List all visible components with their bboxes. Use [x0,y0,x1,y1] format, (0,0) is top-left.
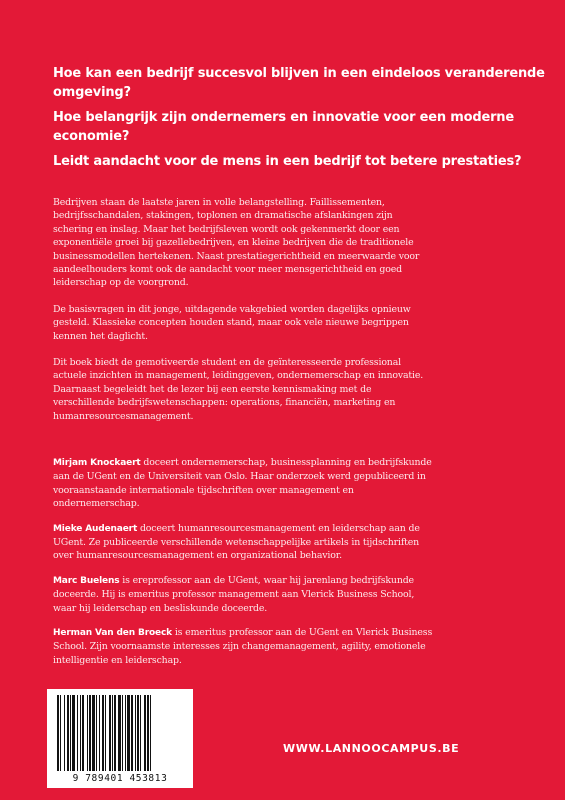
author-name: Mirjam Knockaert [53,458,141,468]
headline-question-3: Leidt aandacht voor de mens in een bedrijf tot betere prestaties? [53,154,522,169]
barcode-bar [147,695,149,771]
barcode-bar [125,695,126,771]
barcode-bar [67,695,69,771]
author-bio [53,626,433,667]
barcode-number: 9 789401 453813 [72,773,168,784]
barcode-bar [99,695,100,771]
publisher-website: WWW.LANNOOCAMPUS.BE [283,742,460,755]
isbn-barcode [47,689,193,788]
barcode-bar [105,695,106,771]
barcode-bar [131,695,133,771]
barcode-bar [144,695,146,771]
description-paragraph-2: De basisvragen in dit jonge, uitdagende vakgebied worden dagelijks opnieuw gesteld. Klassieke concepten houden stand, maar ook vele nieuwe begrippen kennen het daglicht. [53,303,411,342]
barcode-bar [150,695,151,771]
author-bio [53,522,433,563]
book-description [53,196,428,436]
author-bio-text: doceert ondernemerschap, businessplanning en bedrijfskunde aan de UGent en de Universiteit van Oslo. Haar onderzoek werd gepubliceerd in vooraanstaande internationale tijdschriften over management en ondernemerschap. [53,457,432,510]
barcode-bar [140,695,141,771]
barcode-bars [55,695,185,771]
barcode-bar [102,695,104,771]
author-bio [53,574,433,615]
barcode-bar [80,695,81,771]
description-paragraph-3: Dit boek biedt de gemotiveerde student en de geïnteresseerde professional actuele inzichten in management, leidinggeven, ondernemerschap en innovatie. Daarnaast begeleidt het de lezer bij een eerste kennismaking met de verschillende bedrijfswetenschappen: operations, financiën, marketing en humanresourcesmanagement. [53,357,424,422]
barcode-bar [64,695,65,771]
author-name: Marc Buelens [53,575,120,586]
barcode-bar [77,695,78,771]
author-bios [53,456,433,678]
barcode-bar [87,695,88,771]
barcode-bar [118,695,121,771]
headline-questions [53,64,553,177]
description-paragraph-1: Bedrijven staan de laatste jaren in volle belangstelling. Faillissementen, bedrijfsschandalen, stakingen, toplonen en dramatische afslankingen zijn schering en inslag. Maar het bedrijfsleven wordt ook gekenmerkt door een exponentiële groei bij gazellebedrijven, en kleine bedrijven die de traditionele businessmodellen hertekenen. Naast prestatiegerichtheid en meerwaarde voor aandeelhouders komt ook de aandacht voor meer mensgerichtheid en goed leiderschap op de voorgrond. [53,197,420,289]
barcode-bar [109,695,111,771]
barcode-bar [127,695,130,771]
author-name: Mieke Audenaert [53,523,138,534]
barcode-bar [72,695,75,771]
barcode-bar [70,695,71,771]
author-bio-text: doceert humanresourcesmanagement en leiderschap aan de UGent. Ze publiceerde verschillende wetenschappelijke artikels in tijdschriften over humanresourcesmanagement en organizational behavior. [53,522,420,562]
headline-question-1: Hoe kan een bedrijf succesvol blijven in een eindeloos veranderende omgeving? [53,66,545,100]
barcode-bar [135,695,136,771]
author-name: Herman Van den Broeck [53,628,172,639]
barcode-bar [92,695,95,771]
barcode-bar [114,695,116,771]
barcode-bar [96,695,97,771]
barcode-bar [137,695,139,771]
barcode-bar [89,695,91,771]
headline-question-2: Hoe belangrijk zijn ondernemers en innovatie voor een moderne economie? [53,110,514,144]
author-bio-text: is ereprofessor aan de UGent, waar hij jarenlang bedrijfskunde doceerde. Hij is emeritus professor management aan Vlerick Business School, waar hij leiderschap en besliskunde doceerde. [53,574,415,614]
author-bio [53,456,433,511]
barcode-bar [82,695,84,771]
barcode-bar [60,695,61,771]
barcode-bar [57,695,59,771]
barcode-bar [112,695,113,771]
barcode-bar [122,695,123,771]
author-bio-text: is emeritus professor aan de UGent en Vlerick Business School. Zijn voornaamste interesses zijn changemanagement, agility, emotionele intelligentie en leiderschap. [53,627,433,666]
